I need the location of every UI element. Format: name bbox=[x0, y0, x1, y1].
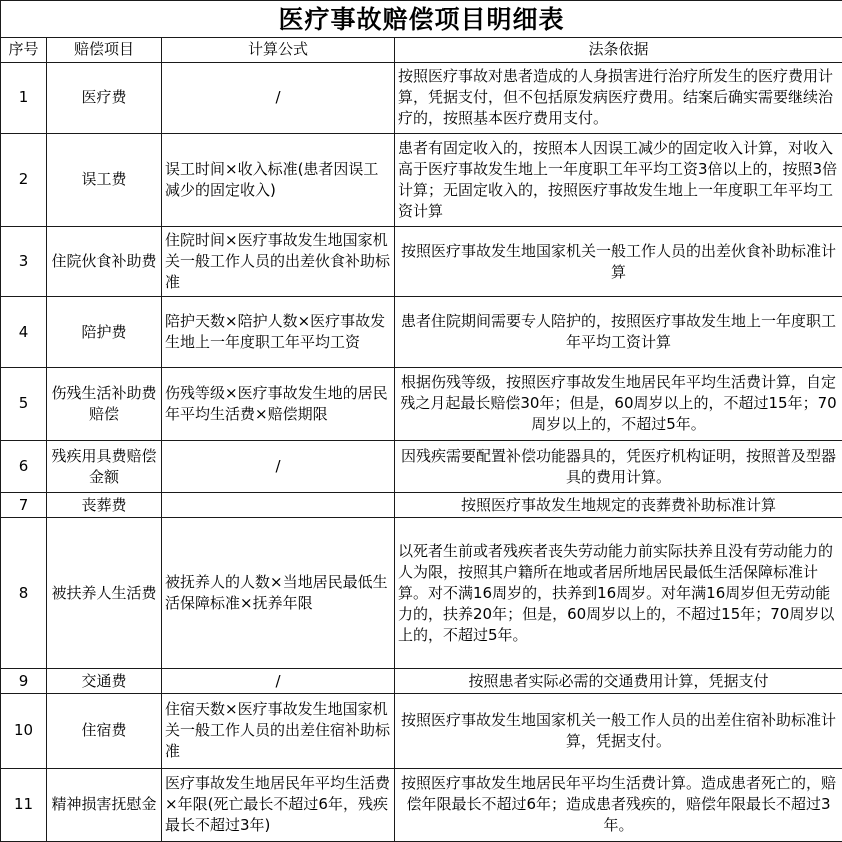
row-no: 5 bbox=[1, 368, 47, 441]
row-no: 9 bbox=[1, 669, 47, 694]
title-row bbox=[1, 1, 842, 38]
row-item: 住院伙食补助费 bbox=[47, 227, 162, 297]
row-basis: 以死者生前或者残疾者丧失劳动能力前实际扶养且没有劳动能力的人为限，按照其户籍所在地或者居所地居民最低生活保障标准计算。对不满16周岁的，扶养到16周岁。对年满16周岁但无劳动能力的，扶养20年；但是，60周岁以上的，不超过15年；70周岁以上的，不超过5年。 bbox=[395, 518, 842, 669]
row-basis: 按照医疗事故发生地居民年平均生活费计算。造成患者死亡的，赔偿年限最长不超过6年；造成患者残疾的，赔偿年限最长不超过3年。 bbox=[395, 768, 842, 841]
table-row bbox=[1, 693, 842, 768]
row-item: 丧葬费 bbox=[47, 493, 162, 518]
row-basis: 根据伤残等级，按照医疗事故发生地居民年平均生活费计算，自定残之月起最长赔偿30年；但是，60周岁以上的，不超过15年；70周岁以上的，不超过5年。 bbox=[395, 368, 842, 441]
row-formula: 误工时间×收入标准(患者因误工减少的固定收入) bbox=[162, 133, 395, 227]
header-item: 赔偿项目 bbox=[47, 38, 162, 63]
table-row bbox=[1, 368, 842, 441]
table-row bbox=[1, 440, 842, 492]
row-basis: 按照医疗事故发生地国家机关一般工作人员的出差住宿补助标准计算，凭据支付。 bbox=[395, 693, 842, 768]
row-formula: / bbox=[162, 62, 395, 133]
row-no: 10 bbox=[1, 693, 47, 768]
row-no: 2 bbox=[1, 133, 47, 227]
row-item: 被扶养人生活费 bbox=[47, 518, 162, 669]
table-row bbox=[1, 518, 842, 669]
row-item: 精神损害抚慰金 bbox=[47, 768, 162, 841]
row-item: 住宿费 bbox=[47, 693, 162, 768]
row-no: 1 bbox=[1, 62, 47, 133]
table-title: 医疗事故赔偿项目明细表 bbox=[1, 1, 842, 38]
row-basis: 患者住院期间需要专人陪护的，按照医疗事故发生地上一年度职工年平均工资计算 bbox=[395, 297, 842, 368]
row-formula: 住宿天数×医疗事故发生地国家机关一般工作人员的出差住宿补助标准 bbox=[162, 693, 395, 768]
row-no: 3 bbox=[1, 227, 47, 297]
table-row bbox=[1, 62, 842, 133]
row-formula: 住院时间×医疗事故发生地国家机关一般工作人员的出差伙食补助标准 bbox=[162, 227, 395, 297]
row-no: 4 bbox=[1, 297, 47, 368]
header-basis: 法条依据 bbox=[395, 38, 842, 63]
row-formula: / bbox=[162, 669, 395, 694]
table-row bbox=[1, 493, 842, 518]
table-row bbox=[1, 227, 842, 297]
row-item: 残疾用具费赔偿金额 bbox=[47, 440, 162, 492]
row-formula: 医疗事故发生地居民年平均生活费×年限(死亡最长不超过6年，残疾最长不超过3年) bbox=[162, 768, 395, 841]
header-formula: 计算公式 bbox=[162, 38, 395, 63]
header-no: 序号 bbox=[1, 38, 47, 63]
row-item: 医疗费 bbox=[47, 62, 162, 133]
row-no: 6 bbox=[1, 440, 47, 492]
row-basis: 按照医疗事故发生地规定的丧葬费补助标准计算 bbox=[395, 493, 842, 518]
row-formula: 被抚养人的人数×当地居民最低生活保障标准×抚养年限 bbox=[162, 518, 395, 669]
row-formula: / bbox=[162, 440, 395, 492]
row-no: 11 bbox=[1, 768, 47, 841]
row-basis: 按照医疗事故发生地国家机关一般工作人员的出差伙食补助标准计算 bbox=[395, 227, 842, 297]
row-no: 7 bbox=[1, 493, 47, 518]
row-item: 陪护费 bbox=[47, 297, 162, 368]
table-row bbox=[1, 669, 842, 694]
table-row bbox=[1, 133, 842, 227]
table-row bbox=[1, 297, 842, 368]
row-no: 8 bbox=[1, 518, 47, 669]
row-item: 伤残生活补助费赔偿 bbox=[47, 368, 162, 441]
row-item: 误工费 bbox=[47, 133, 162, 227]
row-formula: 陪护天数×陪护人数×医疗事故发生地上一年度职工年平均工资 bbox=[162, 297, 395, 368]
table-row bbox=[1, 768, 842, 841]
row-item: 交通费 bbox=[47, 669, 162, 694]
row-formula bbox=[162, 493, 395, 518]
header-row bbox=[1, 38, 842, 63]
row-basis: 按照医疗事故对患者造成的人身损害进行治疗所发生的医疗费用计算，凭据支付，但不包括原发病医疗费用。结案后确实需要继续治疗的，按照基本医疗费用支付。 bbox=[395, 62, 842, 133]
row-basis: 因残疾需要配置补偿功能器具的，凭医疗机构证明，按照普及型器具的费用计算。 bbox=[395, 440, 842, 492]
row-basis: 按照患者实际必需的交通费用计算，凭据支付 bbox=[395, 669, 842, 694]
row-basis: 患者有固定收入的，按照本人因误工减少的固定收入计算，对收入高于医疗事故发生地上一年度职工年平均工资3倍以上的，按照3倍计算；无固定收入的，按照医疗事故发生地上一年度职工年平均工资计算 bbox=[395, 133, 842, 227]
row-formula: 伤残等级×医疗事故发生地的居民年平均生活费×赔偿期限 bbox=[162, 368, 395, 441]
